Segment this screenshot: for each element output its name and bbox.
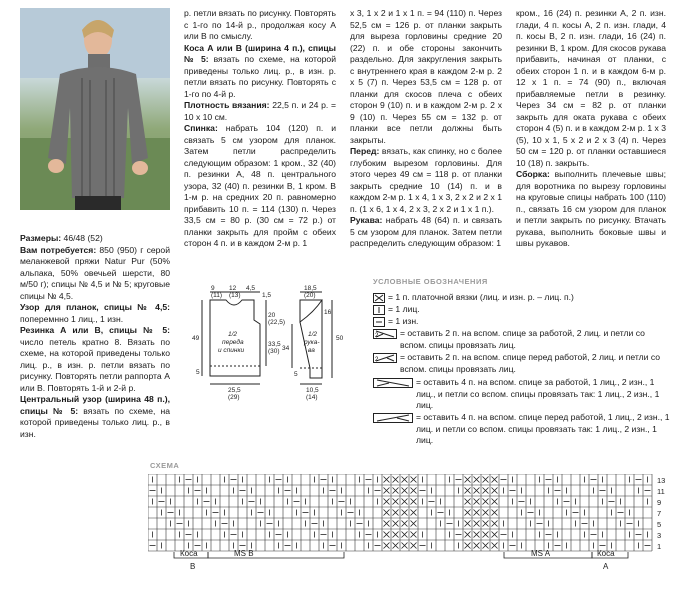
legend-item-cable-4-back: = оставить 4 п. на вспом. спице за работой, 1 лиц., 2 изн., 1 лиц., и петли со вспом. спицы провязать так: 1 лиц., 2 изн., 1 лиц. [416,377,660,410]
chart-garter-mark [483,488,489,494]
back-top-label-2: (11) [211,292,223,299]
svg-text:2: 2 [375,357,379,363]
chart-garter-mark [483,510,489,516]
chart-garter-mark [465,510,471,516]
back-label-3: и спинки [218,347,245,354]
chart-garter-mark [483,521,489,527]
column-back [184,8,336,250]
back-bottom-2: (29) [228,394,240,401]
placket-pattern-value: поперемнно 1 лиц., 1 изн. [20,313,124,324]
model-photo [20,8,170,210]
legend-item-purl: = 1 изн. [388,316,419,326]
back-label-1: 1/2 [228,331,238,338]
chart-garter-mark [384,543,390,549]
garter-stitch-symbol-icon [373,293,385,303]
back-dim-3: 49 [192,335,200,342]
cable-right-4-symbol-icon [373,378,413,388]
chart-garter-mark [393,510,399,516]
label-a: A [603,562,609,571]
back-dim-1: 1,5 [262,292,272,299]
row-number-9: 9 [657,498,662,507]
chart-garter-mark [465,499,471,505]
chart-garter-mark [384,499,390,505]
label-braid-left: Коса [180,549,198,558]
column-sleeves [516,8,666,250]
col3-paragraph: кром., 16 (24) п. резинки А, 2 п. изн. глади, 4 п. косы А, 2 п. изн. глади, 4 п. косы В, 2 п. изн. глади, 16 (24) п. резинки В, 1 кром. Для скосов рукава прибавить, начиная от планки, с обеих сторон 1 п. и в каждом 6-м р. 12 х 1 п. = 74 (90) п., включая прибавляемые петли в резинку. Через 34 см = 82 р. от планки закрыть для оката рукава с обеих сторон 4 (5) п. и в каждом 2-м р. 1 х 3 (5), 10 х 1, 5 х 2 и 2 х 3 (4) п. Через 50 см = 120 р. от планки оставшиеся 10 (18) п. закрыть. [516,8,666,168]
legend-item-cable-front: = оставить 2 п. на вспом. спице перед работой, 2 лиц. и петли со вспом. спицы провязать лиц. [400,352,661,374]
chart-garter-mark [411,543,417,549]
legend-item-knit: = 1 лиц. [388,304,420,314]
chart-garter-mark [465,488,471,494]
braid-label: Коса А или В (ширина 4 п.), спицы № 5: [184,42,336,64]
chart-garter-mark [465,477,471,483]
stitch-chart [148,474,693,574]
materials-label: Вам потребуется: [20,244,97,255]
row-number-5: 5 [657,520,662,529]
chart-garter-mark [384,532,390,538]
sleeve-dim-4: 5 [294,371,298,378]
chart-garter-mark [402,510,408,516]
chart-garter-mark [384,477,390,483]
chart-garter-mark [411,499,417,505]
svg-text:2: 2 [375,333,379,339]
sleeve-dim-2: 34 [282,345,290,352]
row-number-7: 7 [657,509,662,518]
chart-garter-mark [483,543,489,549]
garment-patterns [182,284,372,404]
label-b: B [190,562,196,571]
chart-garter-mark [393,477,399,483]
materials-value: 850 (950) г серой меланжевой пряжи Natur Pur (50% альпака, 50% овечьей шерсти, 80 м/50 г); спицы № 4,5 и № 5; круговые спицы № 4,5. [20,244,171,301]
label-ms-a: MS A [531,549,551,558]
back-bottom: 25,5 [228,387,241,394]
cable-left-4-symbol-icon [373,413,413,423]
row-number-11: 11 [657,487,665,496]
sweater-model-illustration [20,8,170,210]
chart-garter-mark [483,499,489,505]
gauge-value: 22,5 п. и 24 р. = 10 х 10 см. [184,100,336,122]
sleeve-label: Рукава: [350,215,383,225]
legend-title: УСЛОВНЫЕ ОБОЗНАЧЕНИЯ [373,277,488,286]
placket-pattern-label: Узор для планок, спицы № 4,5: [20,302,170,312]
chart-garter-mark [465,543,471,549]
back-dim-5: 5 [196,369,200,376]
chart-garter-mark [474,521,480,527]
chart-garter-mark [474,477,480,483]
back-label-2: переда [222,339,244,346]
chart-garter-mark [402,499,408,505]
chart-garter-mark [402,488,408,494]
sleeve-top-2: (20) [304,292,316,299]
braid-value: вязать по схеме, на которой приведены только лиц. р., в изн. р. петли вязать по рисунку. Повторять с 1-го по 4-й р. [184,54,337,99]
gauge-label: Плотность вязания: [184,100,270,110]
rib-value: число петель кратно 8. Вязать по схеме, на которой приведены только лиц. р., в изн. р. петли вязать по рисунку. Повторять петли раппорта А или В. Повторять 1-й и 2-й р. [20,336,170,393]
legend-item-cable-back: = оставить 2 п. на вспом. спице за работой, 2 лиц. и петли со вспом. спицы провязать лиц. [400,328,645,350]
legend-item-cable-4-front: = оставить 4 п. на вспом. спице перед работой, 1 лиц., 2 изн., 1 лиц. и петли со вспом. спицы провязать так: 1 лиц., 2 изн., 1 лиц. [416,412,670,445]
knit-stitch-symbol-icon [373,305,385,315]
chart-garter-mark [483,532,489,538]
chart-garter-mark [411,521,417,527]
chart-garter-mark [492,510,498,516]
chart-garter-mark [402,532,408,538]
assembly-value: выполнить плечевые швы; для воротника по вырезу горловины на круговые спицы набрать 100 (110) п., связать 16 см узором для планок и петли закрыть по рисунку. Втачать рукава, выполнить боковые швы и швы рукавов. [516,169,667,248]
chart-garter-mark [474,488,480,494]
chart-garter-mark [411,488,417,494]
chart-garter-mark [384,488,390,494]
back-top-label-3: 12 [229,285,237,292]
chart-garter-mark [402,521,408,527]
col2-paragraph: х 3, 1 х 2 и 1 х 1 п. = 94 (110) п. Через 52,5 см = 126 р. от планки закрыть для выреза горловины средние 20 (22) п. и обе стороны закончить раздельно. Для закругления закрыть с внутреннего края в каждом 2-м р. 2 х 5 (7) п. Через 53,5 см = 128 р. от планки для скосов плеча с обеих сторон 9 (10) п. и в каждом 2-м р. 2 х 9 (10) п. Через 55 см = 132 р. от планки все петли должны быть закрыты. [350,8,502,145]
chart-garter-mark [474,532,480,538]
chart-garter-mark [402,543,408,549]
chart-garter-mark [492,543,498,549]
chart-garter-mark [393,543,399,549]
column-front [350,8,502,250]
center-pattern-label: Центральный узор (ширина 48 п.), спицы № 5: [20,394,170,416]
chart-garter-mark [492,477,498,483]
rib-label: Резинка А или В, спицы № 5: [20,325,170,335]
chart-garter-mark [402,477,408,483]
sleeve-label-2: рука- [304,339,320,346]
chart-garter-mark [492,488,498,494]
sleeve-dim-1: 16 [324,309,332,316]
sleeve-bottom: 10,5 [306,387,319,394]
chart-garter-mark [465,532,471,538]
chart-garter-mark [393,488,399,494]
sleeve-label-3: ва [308,347,315,354]
chart-garter-mark [474,499,480,505]
chart-garter-mark [411,510,417,516]
back-dim-2: 20 [268,312,276,319]
back-top-label-5: 4,5 [246,285,256,292]
back-top-label-1: 9 [211,285,215,292]
back-value: набрать 104 (120) п. и связать 5 см узором для планок. Затем петли распределить следующим образом: 1 кром., 32 (40) п. резинки А, 48 п. центрального узора, 32 (40) п. резинки В, 1 кром. В 1-м р. на средних 20 п. равномерно прибавить 10 п. = 114 (130) п. Через 33,5 см = 80 р. (30 см = 72 р.) от планки закрыть для пройм с обеих сторон 4 п. и в каждом 2-м р. 1 [184,123,337,248]
sleeve-bottom-2: (14) [306,394,318,401]
chart-garter-mark [492,532,498,538]
chart-garter-mark [465,521,471,527]
body-piece-outline [210,300,260,376]
center-pattern-value: вязать по схеме, на которой приведены только лиц. р., в изн. [20,405,171,439]
sleeve-label-1: 1/2 [308,331,318,338]
chart-garter-mark [393,499,399,505]
front-label: Перед: [350,146,380,156]
purl-stitch-symbol-icon [373,317,385,327]
chart-garter-mark [393,521,399,527]
back-dim-4: 33,5 [268,341,281,348]
label-braid-right: Коса [597,549,615,558]
chart-garter-mark [492,499,498,505]
sizes-value: 46/48 (52) [63,233,103,243]
back-dim-2b: (22,5) [268,319,285,326]
chart-garter-mark [384,510,390,516]
chart-garter-mark [411,532,417,538]
col1-paragraph: р. петли вязать по рисунку. Повторять с 1-го по 14-й р., продолжая косу А или В по смыслу. [184,8,336,41]
row-number-3: 3 [657,531,662,540]
back-dim-4b: (30) [268,348,280,355]
assembly-label: Сборка: [516,169,550,179]
row-number-1: 1 [657,542,662,551]
column-materials [20,233,170,440]
cable-right-2-symbol-icon [373,329,397,339]
chart-garter-mark [492,521,498,527]
sleeve-value: набрать 48 (64) п. и связать 5 см узором для планок. Затем петли распределить следующим образом: 1 [350,215,502,248]
sleeve-top: 18,5 [304,285,317,292]
cable-left-2-symbol-icon [373,353,397,363]
legend-item-garter: = 1 п. платочной вязки (лиц. и изн. р. – лиц. п.) [388,292,574,302]
front-value: вязать, как спинку, но с более глубоким вырезом горловины. Для этого через 49 см = 118 р. от планки закрыть средние 10 (14) п. и в каждом 2-м р. 1 х 4, 1 х 3, 2 х 2 и 2 х 1 п. (1 х 6, 1 х 4, 2 х 3, 2 х 2 и 1 х 1 п.). [350,146,502,214]
scheme-title: СХЕМА [150,461,180,470]
back-label: Спинка: [184,123,218,133]
sizes-label: Размеры: [20,233,62,243]
chart-garter-mark [384,521,390,527]
chart-garter-mark [393,532,399,538]
back-top-label-4: (13) [229,292,241,299]
sleeve-dim-3: 50 [336,335,344,342]
chart-garter-mark [474,510,480,516]
chart-garter-mark [411,477,417,483]
chart-garter-mark [483,477,489,483]
label-ms-b: MS B [234,549,254,558]
row-number-13: 13 [657,476,666,485]
chart-garter-mark [474,543,480,549]
